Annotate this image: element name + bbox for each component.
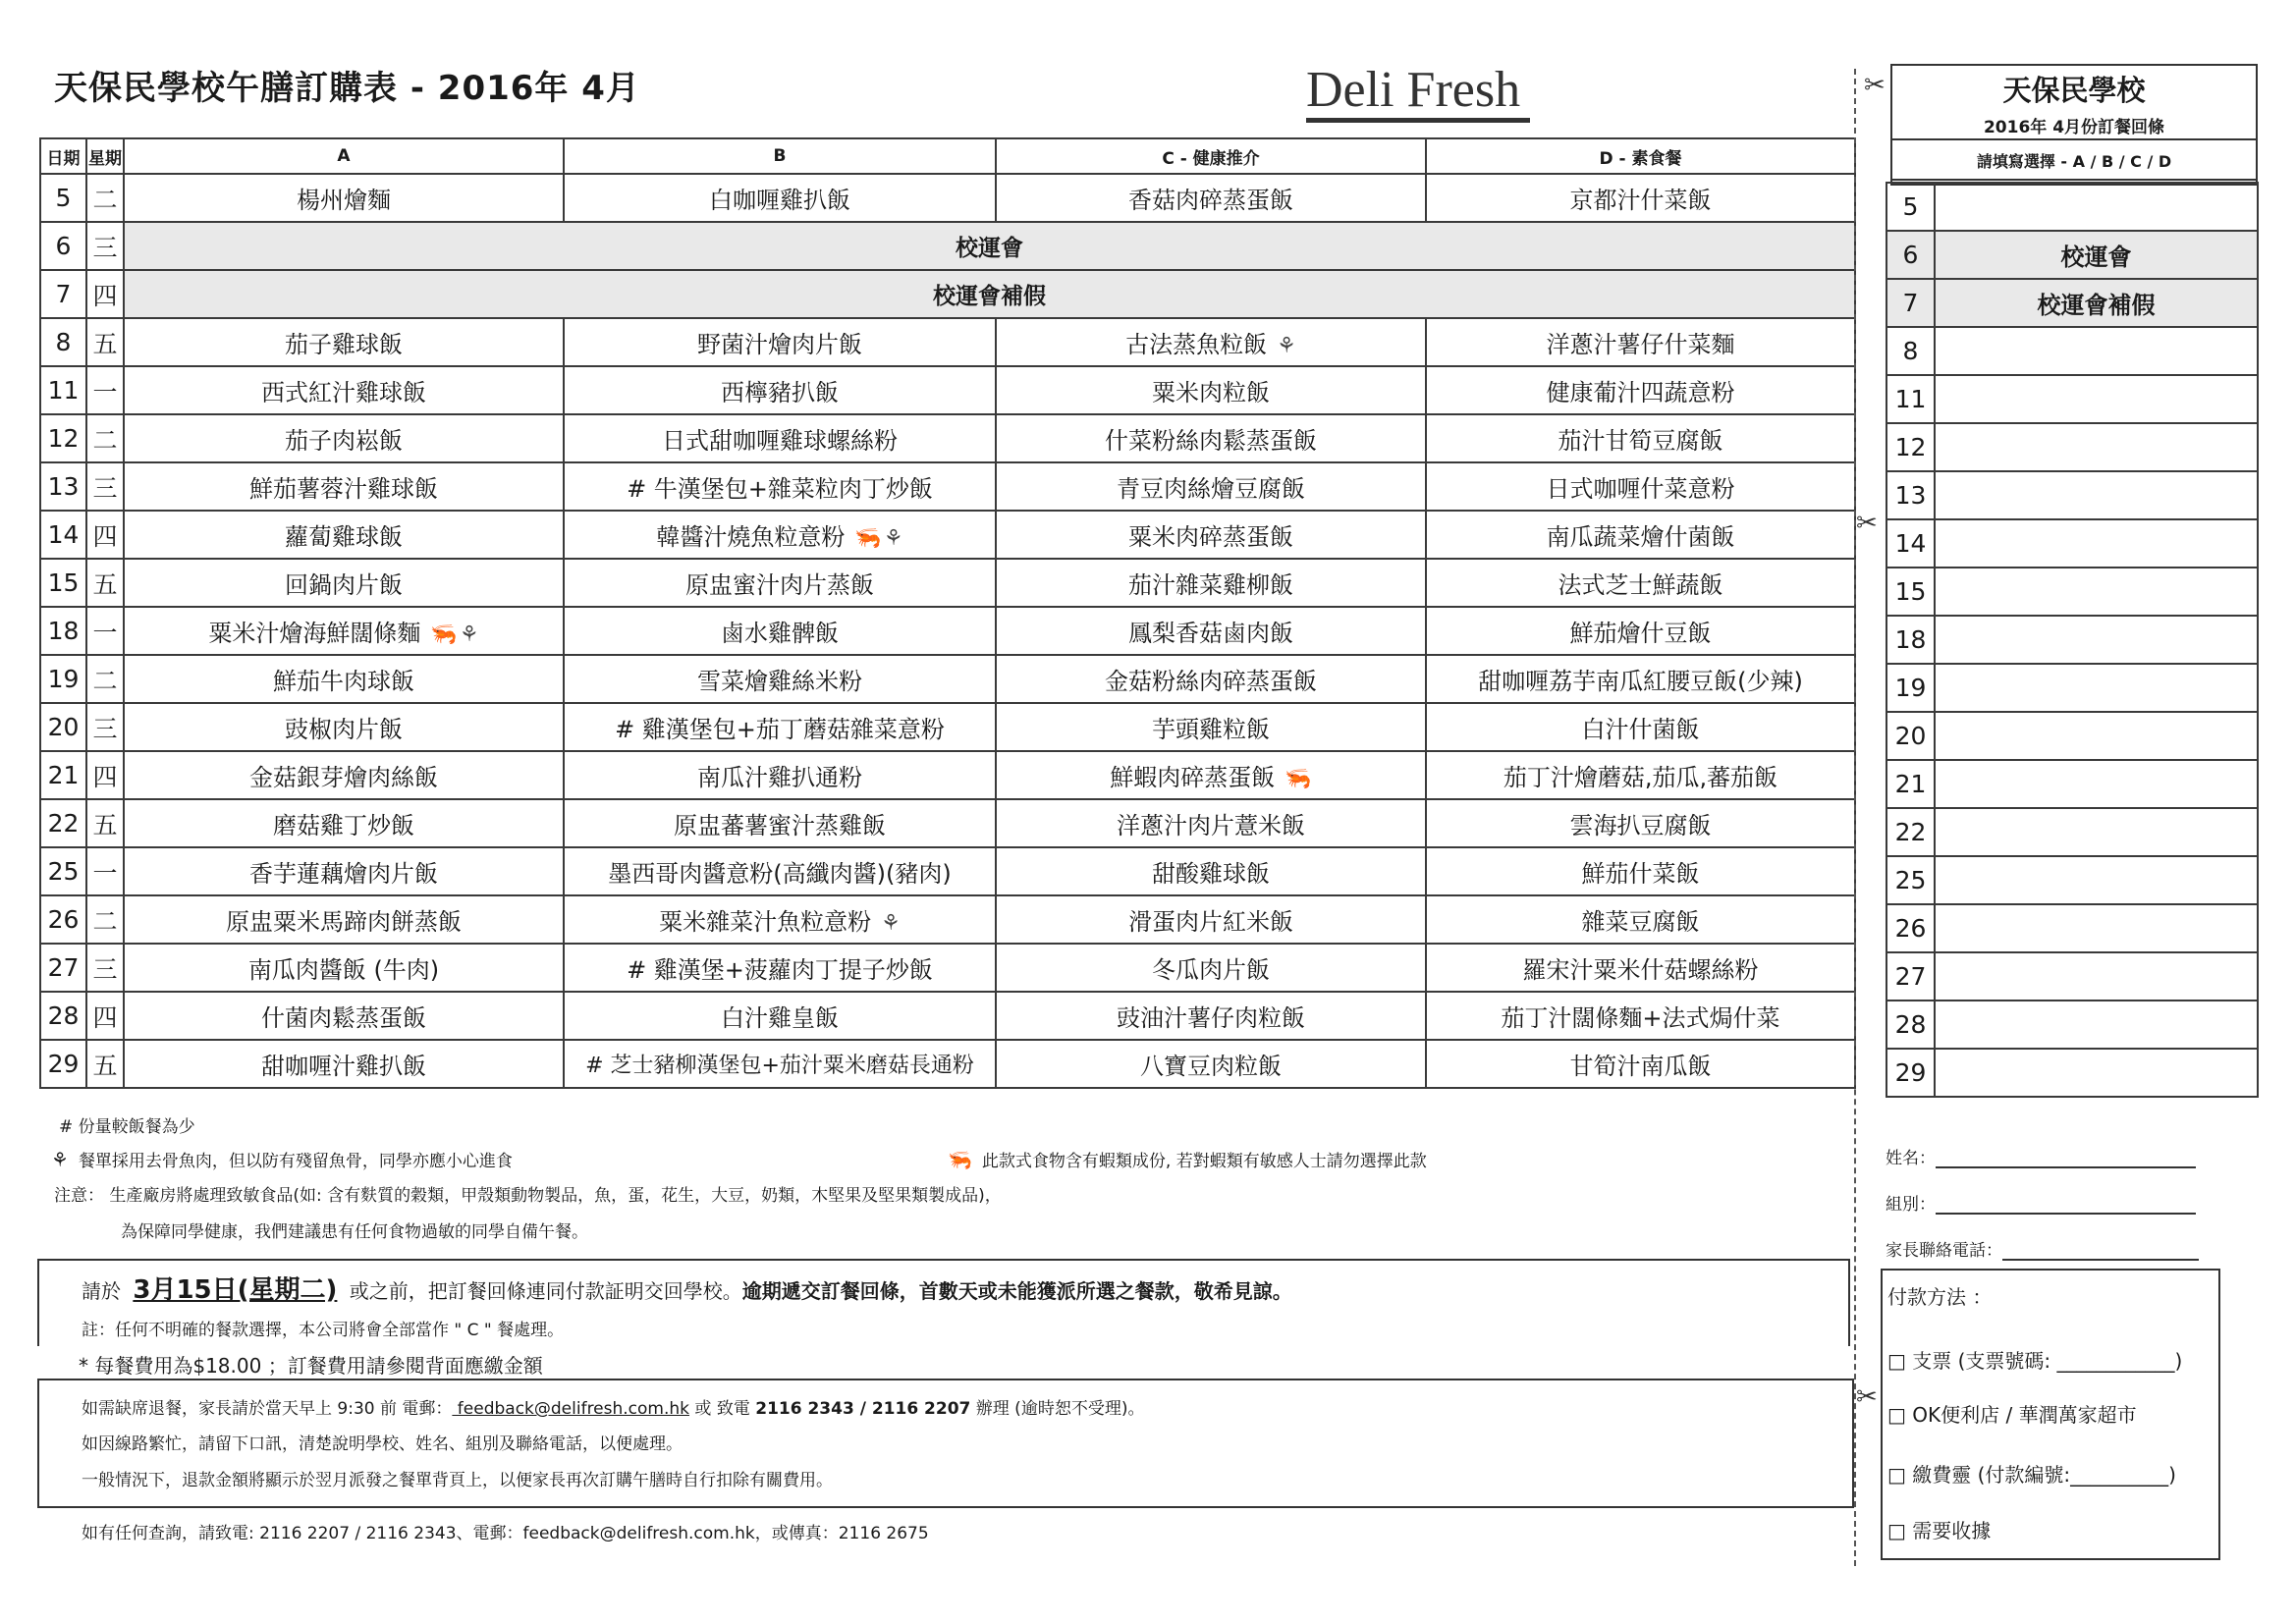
dish-a: 南瓜肉醬飯 (牛肉)	[124, 944, 564, 992]
payment-title: 付款方法 ：	[1887, 1285, 1993, 1309]
row-weekday: 一	[86, 607, 124, 655]
slip-row-event	[1886, 231, 2258, 279]
reply-slip-table	[1886, 182, 2259, 1098]
row-date: 29	[40, 1040, 86, 1088]
row-weekday: 五	[86, 318, 124, 366]
dish-a: 什菌肉鬆蒸蛋飯	[124, 992, 564, 1040]
dish-d: 鮮茄什菜飯	[1426, 847, 1855, 895]
slip-choice-field[interactable]	[1935, 808, 2258, 856]
slip-date: 22	[1886, 808, 1935, 856]
scissors-icon: ✂	[1856, 1382, 1878, 1412]
note-fish-bone-text: 餐單採用去骨魚肉，但以防有殘留魚骨，同學亦應小心進食	[78, 1152, 513, 1171]
row-weekday: 五	[86, 559, 124, 607]
dish-b: 野菌汁燴肉片飯	[564, 318, 996, 366]
dish-a: 鮮茄牛肉球飯	[124, 655, 564, 703]
slip-choice-field[interactable]	[1935, 568, 2258, 616]
slip-choice-field[interactable]	[1935, 375, 2258, 423]
row-date: 25	[40, 847, 86, 895]
row-weekday: 一	[86, 366, 124, 414]
absence-line-2: 如因線路繁忙，請留下口訊，清楚說明學校、姓名、組別及聯絡電話，以便處理。	[82, 1434, 683, 1454]
col-header-a: A	[124, 138, 564, 174]
fish-bone-icon: ⚘	[1277, 334, 1296, 358]
row-weekday: 五	[86, 1040, 124, 1088]
note-fish-bone	[51, 1147, 513, 1171]
row-weekday: 三	[86, 703, 124, 751]
note-default-choice: 註：任何不明確的餐款選擇，本公司將會全部當作 " C " 餐處理。	[82, 1321, 565, 1340]
slip-row	[1886, 760, 2258, 808]
event-label: 校運會	[124, 222, 1855, 270]
slip-row	[1886, 327, 2258, 375]
fish-bone-icon: ⚘	[881, 911, 901, 936]
dish-b: 墨西哥肉醬意粉(高纖肉醬)(豬肉)	[564, 847, 996, 895]
slip-event-label: 校運會補假	[1935, 279, 2258, 327]
row-weekday: 二	[86, 655, 124, 703]
slip-row	[1886, 375, 2258, 423]
slip-row-event	[1886, 279, 2258, 327]
row-date: 27	[40, 944, 86, 992]
dish-d: 羅宋汁粟米什菇螺絲粉	[1426, 944, 1855, 992]
page-title: 天保民學校午膳訂購表 - 2016年 4月	[54, 69, 640, 108]
parent-phone-input-line[interactable]	[2002, 1241, 2199, 1261]
fish-bone-icon: ⚘	[883, 526, 903, 551]
menu-row-event	[40, 222, 1855, 270]
menu-row	[40, 703, 1855, 751]
slip-date: 6	[1886, 231, 1935, 279]
row-weekday: 三	[86, 222, 124, 270]
dish-a: 金菇銀芽燴肉絲飯	[124, 751, 564, 799]
slip-row	[1886, 952, 2258, 1001]
slip-row	[1886, 712, 2258, 760]
dish-a: 甜咖喱汁雞扒飯	[124, 1040, 564, 1088]
slip-date: 5	[1886, 183, 1935, 231]
dish-b: 原盅蕃薯蜜汁蒸雞飯	[564, 799, 996, 847]
name-input-line[interactable]	[1936, 1149, 2196, 1168]
dish-b: 西檸豬扒飯	[564, 366, 996, 414]
menu-row	[40, 607, 1855, 655]
dish-b: # 牛漢堡包+雜菜粒肉丁炒飯	[564, 462, 996, 511]
slip-choice-field[interactable]	[1935, 519, 2258, 568]
deadline-line	[82, 1270, 1292, 1306]
row-weekday: 二	[86, 895, 124, 944]
menu-row	[40, 559, 1855, 607]
slip-school-name: 天保民學校	[2002, 74, 2146, 107]
dish-a: 豉椒肉片飯	[124, 703, 564, 751]
dish-b: 雪菜燴雞絲米粉	[564, 655, 996, 703]
row-date: 5	[40, 174, 86, 222]
slip-choice-field[interactable]	[1935, 327, 2258, 375]
parent-phone-label: 家長聯絡電話：	[1886, 1241, 2002, 1261]
slip-date: 15	[1886, 568, 1935, 616]
contact-line: 如有任何查詢，請致電: 2116 2207 / 2116 2343、電郵：feedback@delifresh.com.hk，或傳真：2116 2675	[82, 1524, 929, 1543]
dish-b: # 雞漢堡包+茄丁蘑菇雜菜意粉	[564, 703, 996, 751]
note-price: * 每餐費用為$18.00 ；訂餐費用請參閱背面應繳金額	[79, 1354, 543, 1378]
dish-d: 南瓜蔬菜燴什菌飯	[1426, 511, 1855, 559]
dish-a: 楊州燴麵	[124, 174, 564, 222]
dish-b: 白咖喱雞扒飯	[564, 174, 996, 222]
slip-row	[1886, 568, 2258, 616]
slip-row	[1886, 856, 2258, 904]
menu-row	[40, 511, 1855, 559]
row-weekday: 五	[86, 799, 124, 847]
name-label: 姓名：	[1886, 1149, 1936, 1168]
slip-date: 25	[1886, 856, 1935, 904]
dish-a: 香芋蓮藕燴肉片飯	[124, 847, 564, 895]
slip-row	[1886, 423, 2258, 471]
payment-option-ok-store[interactable]: □ OK便利店 / 華潤萬家超市	[1887, 1403, 2137, 1427]
dish-c: 洋蔥汁肉片薏米飯	[996, 799, 1426, 847]
brand-logo: Deli Fresh	[1306, 62, 1521, 118]
col-header-b: B	[564, 138, 996, 174]
slip-choice-field[interactable]	[1935, 952, 2258, 1001]
payment-option-cheque[interactable]: □ 支票 (支票號碼: ____________)	[1887, 1349, 2183, 1373]
slip-instruction: 請填寫選擇 - A / B / C / D	[1976, 152, 2172, 171]
dish-d: 日式咖喱什菜意粉	[1426, 462, 1855, 511]
slip-row	[1886, 519, 2258, 568]
class-label: 組別：	[1886, 1195, 1936, 1215]
row-date: 21	[40, 751, 86, 799]
name-field[interactable]	[1886, 1144, 2196, 1168]
absence-text-3: 辦理 (逾時恕不受理)。	[970, 1399, 1145, 1419]
absence-line-3: 一般情況下，退款金額將顯示於翌月派發之餐單背頁上，以便家長再次訂購午膳時自行扣除有關費用。	[82, 1471, 833, 1490]
note-allergy: 注意： 生產廠房將處理致敏食品(如: 含有麩質的穀類，甲殼類動物製品，魚，蛋，花生，大豆，奶類，木堅果及堅果類製成品)，	[54, 1186, 1002, 1206]
slip-choice-field[interactable]	[1935, 712, 2258, 760]
dish-d: 法式芝士鮮蔬飯	[1426, 559, 1855, 607]
slip-event-label: 校運會	[1935, 231, 2258, 279]
dish-b: 日式甜咖喱雞球螺絲粉	[564, 414, 996, 462]
col-header-dow: 星期	[86, 138, 124, 174]
dish-b	[564, 511, 996, 559]
slip-date: 11	[1886, 375, 1935, 423]
menu-row	[40, 751, 1855, 799]
dish-c-name: 古法蒸魚粒飯	[1125, 331, 1268, 358]
dish-c: 粟米肉粒飯	[996, 366, 1426, 414]
dish-c: 粟米肉碎蒸蛋飯	[996, 511, 1426, 559]
slip-choice-field[interactable]	[1935, 760, 2258, 808]
absence-text-2: 或 致電	[689, 1399, 756, 1419]
dish-a: 原盅粟米馬蹄肉餅蒸飯	[124, 895, 564, 944]
dish-d: 雜菜豆腐飯	[1426, 895, 1855, 944]
col-header-date: 日期	[40, 138, 86, 174]
menu-row	[40, 799, 1855, 847]
menu-row	[40, 414, 1855, 462]
absence-text: 如需缺席退餐，家長請於當天早上 9:30 前 電郵：	[82, 1399, 453, 1419]
dish-d: 茄汁甘筍豆腐飯	[1426, 414, 1855, 462]
menu-row	[40, 992, 1855, 1040]
dish-d: 京都汁什菜飯	[1426, 174, 1855, 222]
deadline-date: 3月15日(星期二)	[133, 1275, 338, 1305]
slip-row	[1886, 1001, 2258, 1049]
deadline-prefix: 請於	[82, 1279, 121, 1303]
dish-b: 原盅蜜汁肉片蒸飯	[564, 559, 996, 607]
dish-a: 蘿蔔雞球飯	[124, 511, 564, 559]
dish-d: 雲海扒豆腐飯	[1426, 799, 1855, 847]
shrimp-icon: 🦐	[1285, 767, 1312, 791]
fish-bone-icon: ⚘	[51, 1148, 69, 1171]
menu-table	[39, 137, 1856, 1089]
row-weekday: 二	[86, 174, 124, 222]
slip-row	[1886, 904, 2258, 952]
slip-row	[1886, 471, 2258, 519]
dish-d: 茄丁汁燴蘑菇,茄瓜,蕃茄飯	[1426, 751, 1855, 799]
menu-row	[40, 1040, 1855, 1088]
dish-c: 滑蛋肉片紅米飯	[996, 895, 1426, 944]
dish-c	[996, 318, 1426, 366]
row-date: 7	[40, 270, 86, 318]
dish-d: 鮮茄燴什豆飯	[1426, 607, 1855, 655]
payment-option-receipt[interactable]: □ 需要收據	[1887, 1519, 1992, 1542]
slip-date: 26	[1886, 904, 1935, 952]
dish-a	[124, 607, 564, 655]
menu-row	[40, 847, 1855, 895]
dish-c: 什菜粉絲肉鬆蒸蛋飯	[996, 414, 1426, 462]
menu-row	[40, 174, 1855, 222]
slip-date: 28	[1886, 1001, 1935, 1049]
menu-row-event	[40, 270, 1855, 318]
slip-choice-field[interactable]	[1935, 471, 2258, 519]
row-date: 20	[40, 703, 86, 751]
menu-row	[40, 944, 1855, 992]
deadline-instruction: 或之前，把訂餐回條連同付款証明交回學校。	[349, 1279, 742, 1303]
slip-row	[1886, 1049, 2258, 1097]
slip-date: 18	[1886, 616, 1935, 664]
row-date: 11	[40, 366, 86, 414]
shrimp-icon: 🦐	[430, 622, 458, 647]
note-portion: # 份量較飯餐為少	[59, 1117, 195, 1137]
slip-row	[1886, 183, 2258, 231]
dish-d: 甘筍汁南瓜飯	[1426, 1040, 1855, 1088]
fish-bone-icon: ⚘	[459, 622, 479, 647]
row-date: 26	[40, 895, 86, 944]
row-date: 6	[40, 222, 86, 270]
note-allergy-advice: 為保障同學健康，我們建議患有任何食物過敏的同學自備午餐。	[121, 1222, 588, 1242]
dish-d: 茄丁汁闊條麵+法式焗什菜	[1426, 992, 1855, 1040]
dish-a: 鮮茄薯蓉汁雞球飯	[124, 462, 564, 511]
class-field[interactable]	[1886, 1190, 2196, 1215]
dish-b	[564, 895, 996, 944]
parent-phone-field[interactable]	[1886, 1236, 2199, 1261]
slip-choice-field[interactable]	[1935, 183, 2258, 231]
menu-row	[40, 895, 1855, 944]
slip-divider	[1890, 138, 2258, 140]
col-header-c: C - 健康推介	[996, 138, 1426, 174]
dish-b-name: 韓醬汁燒魚粒意粉	[656, 523, 846, 551]
row-weekday: 四	[86, 751, 124, 799]
dish-c: 香菇肉碎蒸蛋飯	[996, 174, 1426, 222]
dish-d: 白汁什菌飯	[1426, 703, 1855, 751]
scissors-icon: ✂	[1864, 71, 1886, 100]
shrimp-icon: 🦐	[948, 1148, 972, 1171]
menu-header-row	[40, 138, 1855, 174]
slip-date: 13	[1886, 471, 1935, 519]
row-weekday: 一	[86, 847, 124, 895]
payment-option-ppl[interactable]: □ 繳費靈 (付款編號:__________)	[1887, 1463, 2176, 1487]
row-date: 12	[40, 414, 86, 462]
dish-b: 南瓜汁雞扒通粉	[564, 751, 996, 799]
scissors-icon: ✂	[1856, 509, 1878, 538]
dish-b: # 芝士豬柳漢堡包+茄汁粟米磨菇長通粉	[564, 1040, 996, 1088]
dish-a: 回鍋肉片飯	[124, 559, 564, 607]
menu-row	[40, 366, 1855, 414]
slip-choice-field[interactable]	[1935, 856, 2258, 904]
slip-choice-field[interactable]	[1935, 664, 2258, 712]
slip-date: 7	[1886, 279, 1935, 327]
row-weekday: 三	[86, 462, 124, 511]
dish-c: 豉油汁薯仔肉粒飯	[996, 992, 1426, 1040]
dish-c: 冬瓜肉片飯	[996, 944, 1426, 992]
row-date: 19	[40, 655, 86, 703]
slip-choice-field[interactable]	[1935, 1049, 2258, 1097]
dish-c	[996, 751, 1426, 799]
dish-b-name: 粟米雜菜汁魚粒意粉	[659, 908, 872, 936]
row-weekday: 二	[86, 414, 124, 462]
note-shrimp-text: 此款式食物含有蝦類成份, 若對蝦類有敏感人士請勿選擇此款	[981, 1152, 1427, 1171]
slip-date: 29	[1886, 1049, 1935, 1097]
row-weekday: 三	[86, 944, 124, 992]
slip-date: 12	[1886, 423, 1935, 471]
absence-phone: 2116 2343 / 2116 2207	[755, 1399, 971, 1419]
event-label: 校運會補假	[124, 270, 1855, 318]
slip-choice-field[interactable]	[1935, 904, 2258, 952]
row-weekday: 四	[86, 992, 124, 1040]
slip-row	[1886, 616, 2258, 664]
absence-line-1	[82, 1394, 1144, 1419]
slip-date: 27	[1886, 952, 1935, 1001]
dish-b: 鹵水雞髀飯	[564, 607, 996, 655]
dish-d: 洋蔥汁薯仔什菜麵	[1426, 318, 1855, 366]
slip-row	[1886, 808, 2258, 856]
slip-date: 8	[1886, 327, 1935, 375]
row-date: 13	[40, 462, 86, 511]
dish-c: 青豆肉絲燴豆腐飯	[996, 462, 1426, 511]
feedback-email-link[interactable]: feedback@delifresh.com.hk	[452, 1399, 690, 1419]
dish-d: 健康葡汁四蔬意粉	[1426, 366, 1855, 414]
dish-a: 茄子肉崧飯	[124, 414, 564, 462]
dish-d: 甜咖喱荔芋南瓜紅腰豆飯(少辣)	[1426, 655, 1855, 703]
dish-a: 茄子雞球飯	[124, 318, 564, 366]
row-date: 8	[40, 318, 86, 366]
slip-month-title: 2016年 4月份訂餐回條	[1983, 118, 2165, 137]
col-header-d: D - 素食餐	[1426, 138, 1855, 174]
menu-row	[40, 655, 1855, 703]
dish-b: 白汁雞皇飯	[564, 992, 996, 1040]
class-input-line[interactable]	[1936, 1195, 2196, 1215]
slip-choice-field[interactable]	[1935, 616, 2258, 664]
dish-c-name: 鮮蝦肉碎蒸蛋飯	[1110, 764, 1276, 791]
dish-c: 甜酸雞球飯	[996, 847, 1426, 895]
cut-line	[1854, 69, 1856, 1566]
menu-row	[40, 462, 1855, 511]
slip-date: 14	[1886, 519, 1935, 568]
slip-date: 21	[1886, 760, 1935, 808]
dish-c: 茄汁雜菜雞柳飯	[996, 559, 1426, 607]
dish-c: 芋頭雞粒飯	[996, 703, 1426, 751]
row-date: 22	[40, 799, 86, 847]
dish-a: 西式紅汁雞球飯	[124, 366, 564, 414]
brand-underline	[1306, 118, 1530, 123]
dish-a-name: 粟米汁燴海鮮闊條麵	[208, 620, 421, 647]
slip-date: 20	[1886, 712, 1935, 760]
shrimp-icon: 🦐	[854, 526, 882, 551]
row-weekday: 四	[86, 270, 124, 318]
dish-c: 金菇粉絲肉碎蒸蛋飯	[996, 655, 1426, 703]
slip-choice-field[interactable]	[1935, 423, 2258, 471]
slip-row	[1886, 664, 2258, 712]
dish-c: 八寶豆肉粒飯	[996, 1040, 1426, 1088]
dish-a: 磨菇雞丁炒飯	[124, 799, 564, 847]
dish-c: 鳳梨香菇鹵肉飯	[996, 607, 1426, 655]
row-weekday: 四	[86, 511, 124, 559]
slip-date: 19	[1886, 664, 1935, 712]
row-date: 14	[40, 511, 86, 559]
note-shrimp	[948, 1147, 1427, 1171]
menu-row	[40, 318, 1855, 366]
slip-divider	[1890, 179, 2258, 181]
row-date: 15	[40, 559, 86, 607]
row-date: 18	[40, 607, 86, 655]
dish-b: # 雞漢堡+菠蘿肉丁提子炒飯	[564, 944, 996, 992]
deadline-warning: 逾期遞交訂餐回條，首數天或未能獲派所選之餐款，敬希見諒。	[741, 1279, 1292, 1303]
row-date: 28	[40, 992, 86, 1040]
slip-choice-field[interactable]	[1935, 1001, 2258, 1049]
